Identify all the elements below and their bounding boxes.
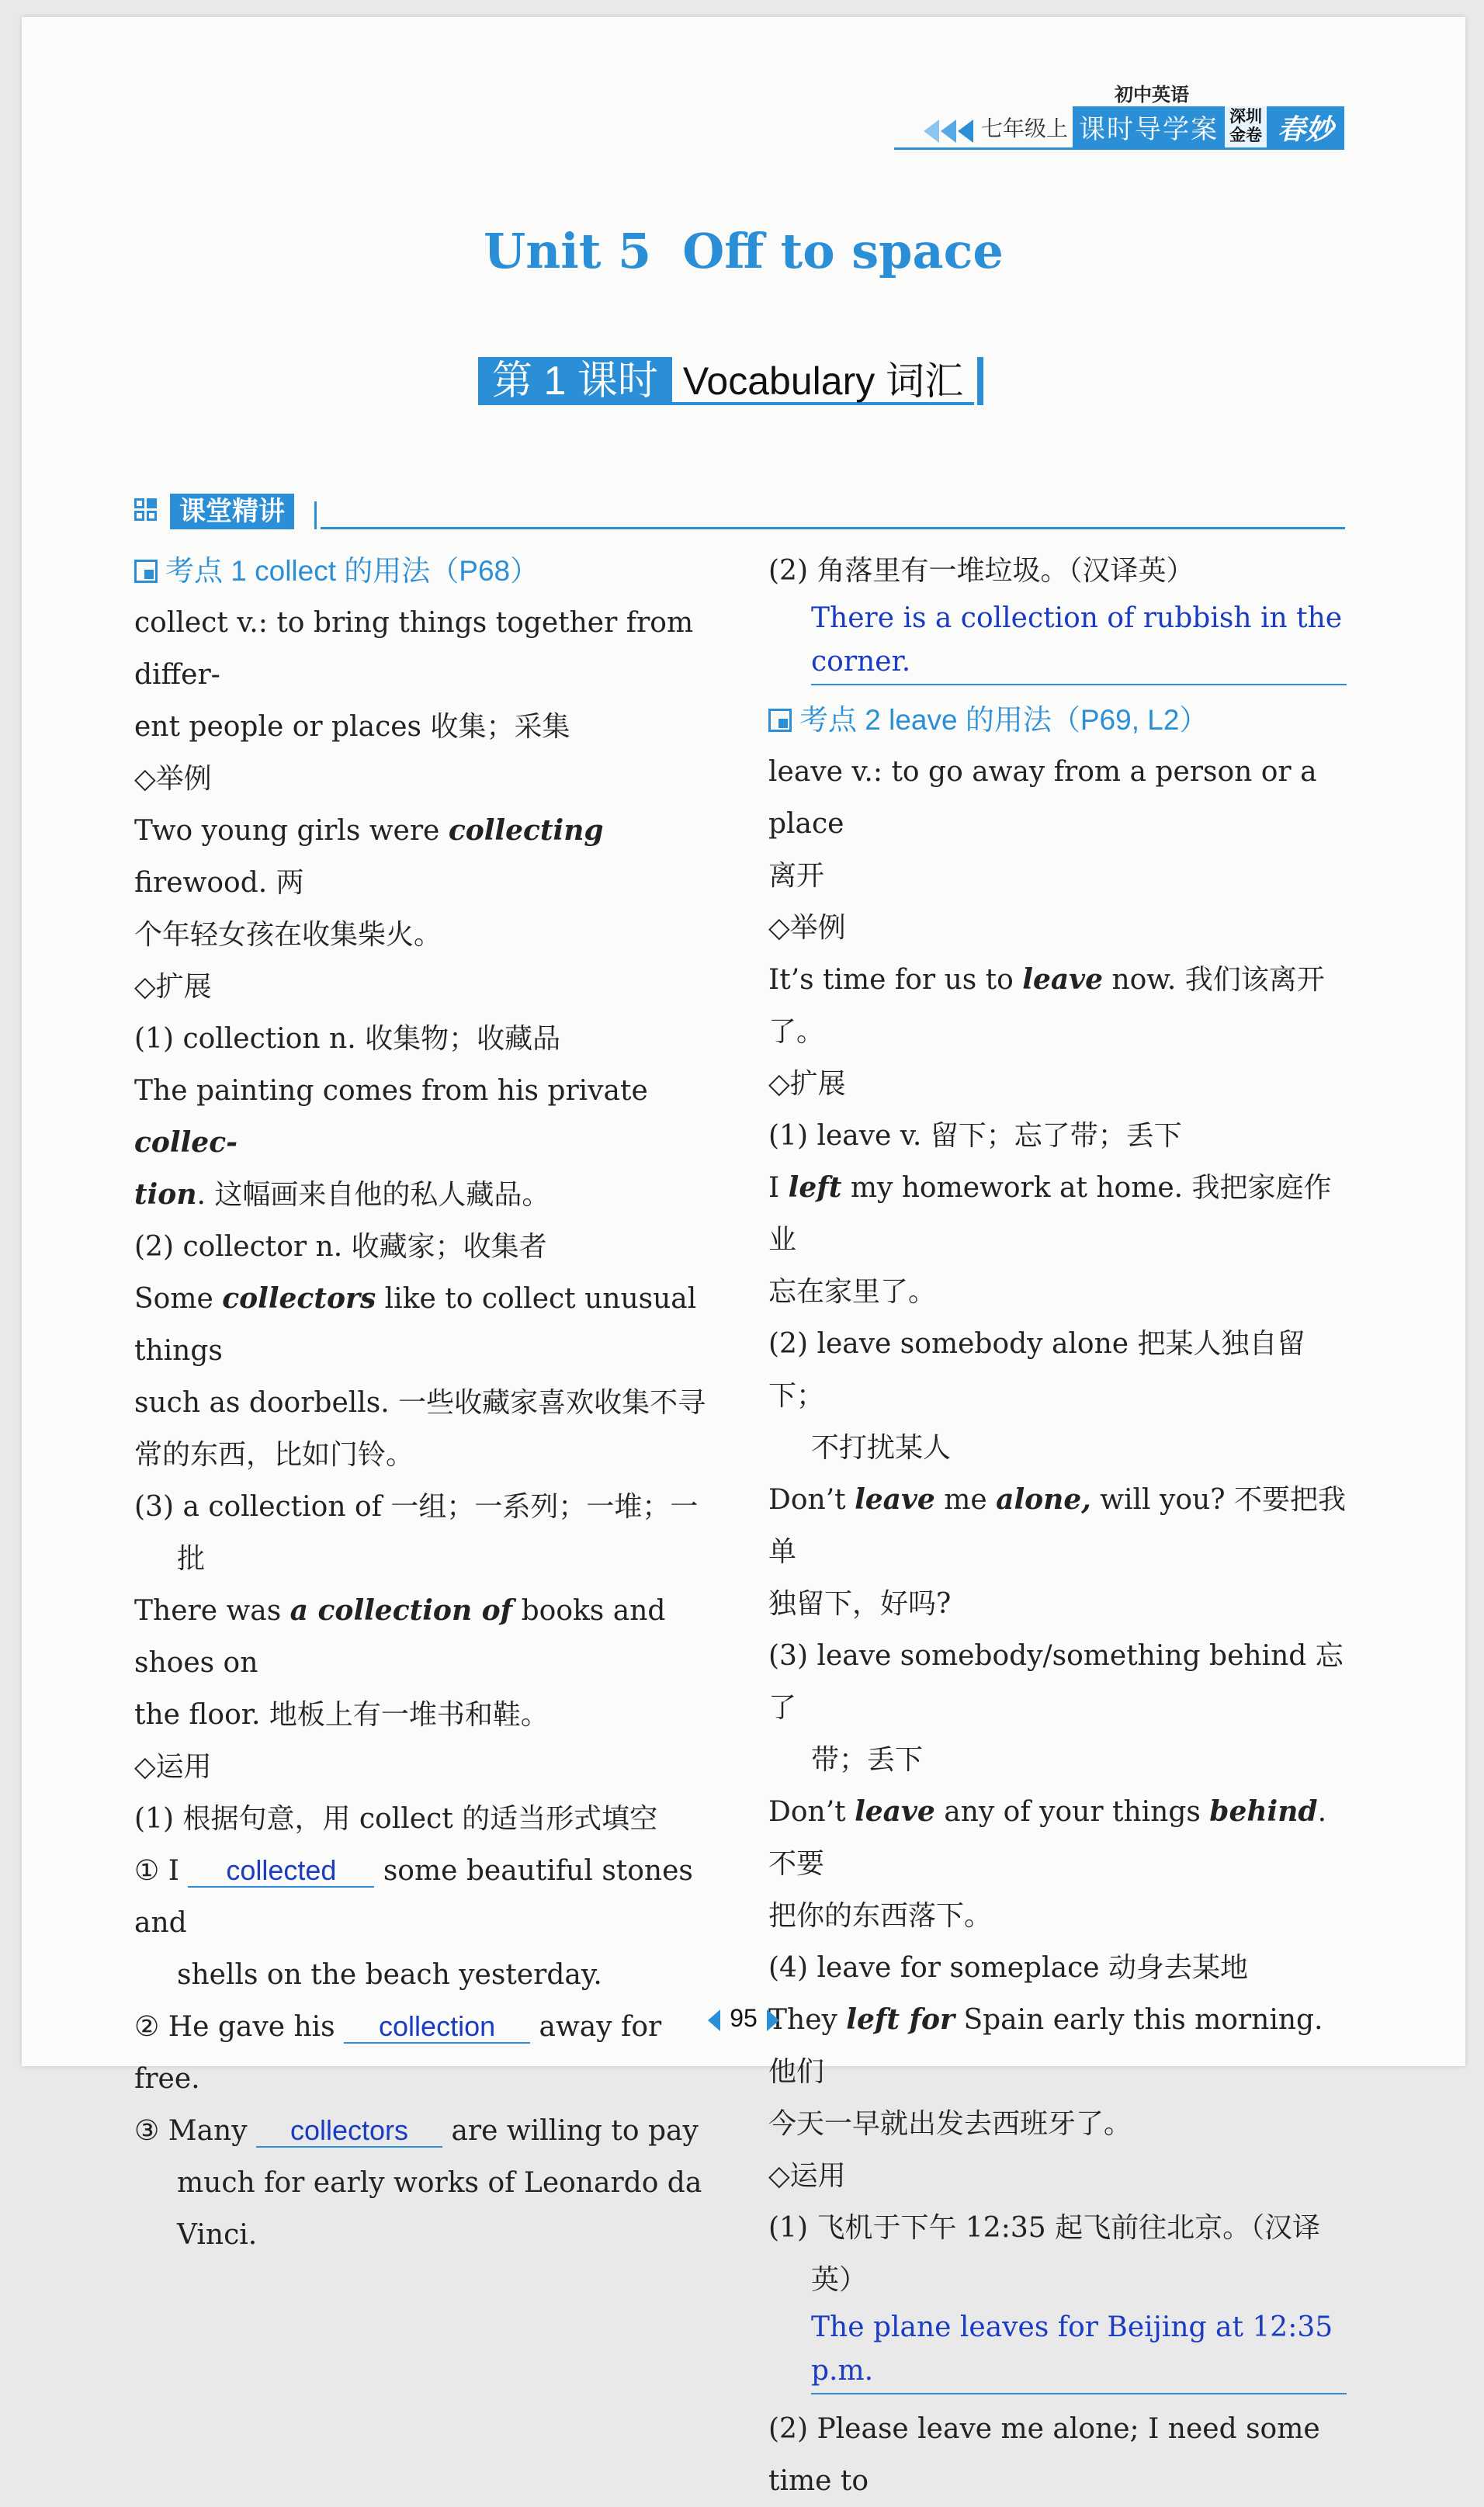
page bbox=[22, 17, 1465, 2497]
extension-example: 今天一早就出发去西班牙了。 bbox=[768, 2108, 1132, 2140]
extension-example bbox=[134, 1169, 720, 1221]
answer-line: There is a collection of rubbish in the corner. bbox=[811, 597, 1347, 685]
practice-question-3 bbox=[134, 2105, 720, 2157]
practice-instruction: (1) 根据句意，用 collect 的适当形式填空 bbox=[134, 1803, 658, 1835]
header-series: 课时导学案 bbox=[1073, 106, 1225, 149]
extension-item: 批 bbox=[177, 1543, 206, 1575]
emphasis: collec- bbox=[134, 1126, 238, 1159]
extension-example bbox=[768, 1786, 1347, 1890]
text: are willing to pay bbox=[442, 2115, 699, 2147]
practice-question: (2) 角落里有一堆垃圾。（汉译英） bbox=[768, 555, 1194, 587]
header-divider bbox=[894, 147, 1344, 150]
emphasis: leave bbox=[1022, 963, 1103, 996]
text: There was bbox=[134, 1595, 290, 1627]
unit-name: Off to space bbox=[682, 223, 1004, 279]
extension-example bbox=[768, 1162, 1347, 1266]
extension-item: (4) leave for someplace 动身去某地 bbox=[768, 1952, 1248, 1984]
example-heading: ◇举例 bbox=[768, 912, 846, 944]
lesson-title bbox=[478, 357, 983, 405]
extension-example bbox=[134, 1065, 720, 1169]
extension-example: 独留下，好吗? bbox=[768, 1588, 952, 1620]
extension-example: the floor. 地板上有一堆书和鞋。 bbox=[134, 1699, 549, 1731]
page-number bbox=[22, 2004, 1465, 2033]
section-line bbox=[321, 527, 1345, 529]
answer-blank-2: collection bbox=[344, 2011, 530, 2044]
page-number-text: 95 bbox=[730, 2004, 758, 2032]
emphasis: left bbox=[788, 1171, 842, 1204]
lesson-number: 第 1 课时 bbox=[478, 357, 672, 405]
header-logo: 春妙 bbox=[1267, 106, 1344, 149]
extension-item: (2) leave somebody alone 把某人独自留下； bbox=[768, 1328, 1305, 1412]
extension-example: 把你的东西落下。 bbox=[768, 1900, 993, 1932]
example-sentence bbox=[768, 954, 1347, 1058]
right-column bbox=[768, 545, 1347, 2507]
keypoint-1-text: 考点 1 collect 的用法（P68） bbox=[165, 555, 539, 587]
practice-heading: ◇运用 bbox=[134, 1751, 212, 1783]
text: ③ Many bbox=[134, 2115, 257, 2147]
keypoint-2-text: 考点 2 leave 的用法（P69, L2） bbox=[799, 704, 1208, 736]
text: . 不要 bbox=[768, 1796, 1327, 1880]
keypoint-icon bbox=[768, 709, 792, 732]
header-brand: 深圳金卷 bbox=[1225, 106, 1267, 149]
text: like to collect unusual things bbox=[134, 1283, 697, 1367]
extension-item: (2) collector n. 收藏家；收集者 bbox=[134, 1231, 547, 1263]
text: Don’t bbox=[768, 1484, 855, 1516]
header-subject: 初中英语 bbox=[1115, 85, 1189, 106]
answer-blank-3: collectors bbox=[256, 2115, 442, 2148]
definition-line: ent people or places 收集；采集 bbox=[134, 711, 570, 743]
example-sentence bbox=[134, 805, 720, 909]
extension-item: (3) a collection of 一组；一系列；一堆；一 bbox=[134, 1491, 699, 1523]
header bbox=[924, 79, 1344, 149]
text: Spain early this morning. 他们 bbox=[768, 2004, 1323, 2088]
text: will you? 不要把我单 bbox=[768, 1484, 1346, 1568]
keypoint-icon bbox=[134, 560, 158, 583]
text: books and shoes on bbox=[134, 1595, 666, 1679]
text: . 这幅画来自他的私人藏品。 bbox=[196, 1179, 550, 1211]
practice-heading: ◇运用 bbox=[768, 2160, 846, 2192]
extension-item: (3) leave somebody/something behind 忘了 bbox=[768, 1640, 1344, 1724]
text: Some bbox=[134, 1283, 223, 1315]
emphasis: collectors bbox=[222, 1282, 376, 1315]
answer-line: The plane leaves for Beijing at 12:35 p.m. bbox=[811, 2306, 1347, 2394]
header-row bbox=[1073, 106, 1344, 149]
header-main bbox=[1073, 79, 1344, 149]
extension-item: (1) leave v. 留下；忘了带；丢下 bbox=[768, 1120, 1182, 1152]
extension-item: 带；丢下 bbox=[811, 1744, 924, 1776]
practice-question: 英） bbox=[811, 2264, 868, 2296]
definition-line: 离开 bbox=[768, 860, 825, 892]
example-heading: ◇举例 bbox=[134, 763, 212, 795]
emphasis: leave bbox=[855, 1483, 935, 1516]
lesson-name: Vocabulary 词汇 bbox=[672, 357, 974, 405]
practice-question-1 bbox=[134, 1845, 720, 1949]
header-arrows-icon bbox=[924, 120, 973, 143]
emphasis: a collection of bbox=[290, 1594, 513, 1627]
text: They bbox=[768, 2004, 847, 2036]
emphasis: collecting bbox=[448, 814, 604, 847]
section-label: 课堂精讲 bbox=[170, 494, 294, 529]
text: me bbox=[934, 1484, 997, 1516]
text: firewood. 两 bbox=[134, 867, 304, 899]
text: my homework at home. 我把家庭作业 bbox=[768, 1172, 1332, 1256]
header-grade: 七年级上 bbox=[980, 116, 1068, 140]
next-arrow-icon bbox=[767, 2009, 779, 2031]
example-translation: 个年轻女孩在收集柴火。 bbox=[134, 919, 442, 951]
text: any of your things bbox=[934, 1796, 1210, 1828]
definition-line: leave v.: to go away from a person or a place bbox=[768, 756, 1317, 840]
extension-example bbox=[134, 1585, 720, 1689]
extension-heading: ◇扩展 bbox=[134, 971, 212, 1003]
prev-arrow-icon bbox=[708, 2009, 720, 2031]
lesson-bar bbox=[977, 357, 983, 405]
practice-question-3-cont: much for early works of Leonardo da bbox=[177, 2167, 702, 2199]
grid-icon bbox=[134, 498, 165, 525]
text: It’s time for us to bbox=[768, 964, 1023, 996]
text: Two young girls were bbox=[134, 815, 449, 847]
text: away for free. bbox=[134, 2011, 662, 2095]
extension-item: (1) collection n. 收集物；收藏品 bbox=[134, 1023, 561, 1055]
text: ① I bbox=[134, 1855, 189, 1887]
text: some beautiful stones and bbox=[134, 1855, 693, 1939]
answer-blank-1: collected bbox=[188, 1855, 374, 1888]
practice-question-3-cont: Vinci. bbox=[177, 2219, 258, 2251]
extension-example: 常的东西，比如门铃。 bbox=[134, 1439, 414, 1471]
emphasis: tion bbox=[134, 1178, 197, 1211]
extension-example bbox=[768, 1474, 1347, 1578]
text: The painting comes from his private bbox=[134, 1075, 648, 1107]
unit-label: Unit 5 bbox=[484, 223, 652, 279]
emphasis: left for bbox=[846, 2003, 955, 2036]
extension-example: such as doorbells. 一些收藏家喜欢收集不寻 bbox=[134, 1387, 706, 1419]
practice-question-1-cont: shells on the beach yesterday. bbox=[177, 1959, 602, 1991]
practice-question: (2) Please leave me alone; I need some time to bbox=[768, 2413, 1320, 2497]
unit-title bbox=[22, 223, 1465, 279]
emphasis: behind bbox=[1209, 1795, 1318, 1828]
extension-example bbox=[134, 1273, 720, 1377]
definition-line: collect v.: to bring things together from differ- bbox=[134, 607, 694, 691]
emphasis: alone, bbox=[996, 1483, 1091, 1516]
emphasis: leave bbox=[855, 1795, 935, 1828]
text: now. 我们该离开了。 bbox=[768, 964, 1325, 1048]
text: Don’t bbox=[768, 1796, 855, 1828]
text: ② He gave his bbox=[134, 2011, 345, 2043]
section-header bbox=[134, 494, 1345, 529]
extension-example: 忘在家里了。 bbox=[768, 1276, 937, 1308]
section-tick bbox=[314, 501, 317, 529]
extension-heading: ◇扩展 bbox=[768, 1068, 846, 1100]
text: I bbox=[768, 1172, 789, 1204]
keypoint-1-title bbox=[134, 545, 720, 597]
extension-item: 不打扰某人 bbox=[811, 1432, 952, 1464]
practice-question: (1) 飞机于下午 12:35 起飞前往北京。（汉译 bbox=[768, 2212, 1321, 2244]
keypoint-2-title bbox=[768, 694, 1347, 746]
